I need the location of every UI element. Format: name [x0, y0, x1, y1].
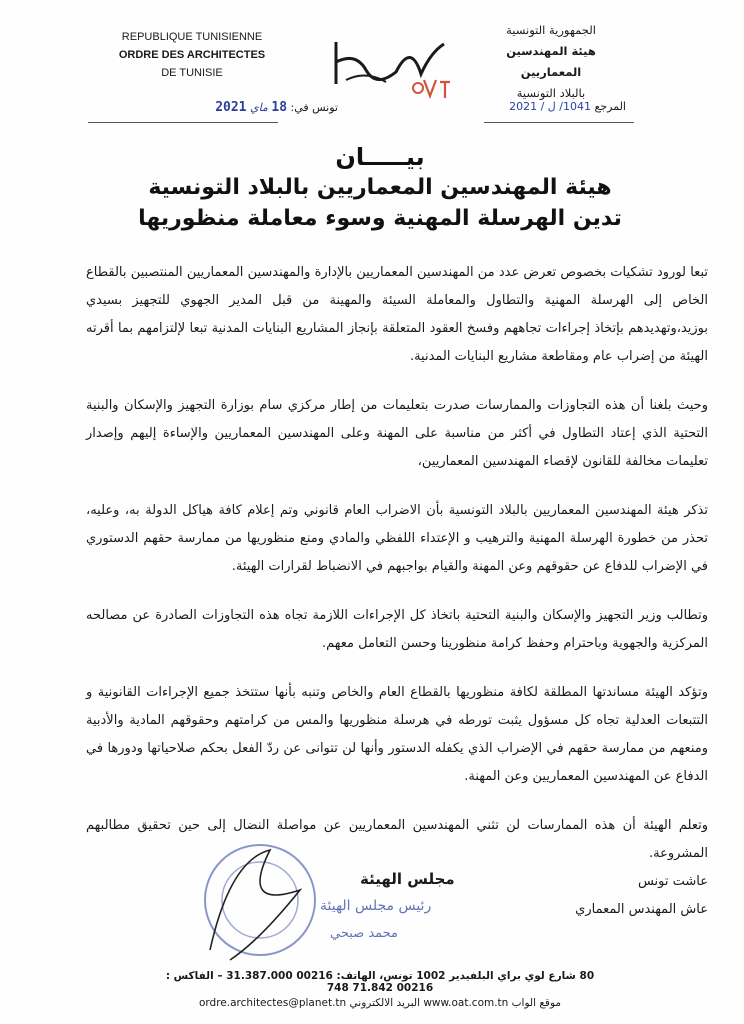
body-paragraph-3: تذكر هيئة المهندسين المعماريين بالبلاد التونسية بأن الاضراب العام قانوني وتم إعلام كافة هياكل الدولة به، وعليه، تحذر من خطورة الهرسلة المهنية والترهيب و الإعتداء اللفظي والمادي ومنع منظوريها من ممارسة حقهم الدستوري في الإضراب للدفاع عن حقوقهم وعن المهنة والقيام بواجبهم في الانضباط لقرارات الهيئة. [86, 503, 708, 574]
header-left-block [92, 28, 292, 82]
body-paragraph-5: وتؤكد الهيئة مساندتها المطلقة لكافة منظوريها بالقطاع العام والخاص وتنبه بأنها ستتخذ جميع الإجراءات القانونية و التتبعات العدلية تجاه كل مسؤول يثبت تورطه في هرسلة منظوريها والمس من كرامتهم وحقوقهم المادية والأدبية ومنعهم من ممارسة حقهم في الإضراب الذي يكفله الدستور وأنها لن تتوانى عن ردّ الفعل بحكم صلاحياتها ودورها في الدفاع عن المهندسين المعماريين وعن المهنة. [86, 685, 708, 784]
header-right-line-2: هيئة المهندسين المعماريين [506, 44, 596, 79]
statement-subheading: هيئة المهندسين المعماريين بالبلاد التونسية [148, 175, 612, 200]
header-right-line-1: الجمهورية التونسية [506, 23, 596, 37]
body-paragraph-4: وتطالب وزير التجهيز والإسكان والبنية التحتية باتخاذ كل الإجراءات اللازمة تجاه هذه التجاوزات الصادرة عن مصالحه المركزية والجهوية وباحترام وحفظ كرامة منظورينا وحسن التعامل معهم. [86, 608, 708, 651]
statement-heading: بيـــــان [335, 143, 425, 171]
council-label: مجلس الهيئة [360, 870, 455, 888]
header-right-block [476, 20, 626, 104]
body-paragraph-6: وتعلم الهيئة أن هذه الممارسات لن تثني المهندسين المعماريين عن مواصلة النضال إلى حين تحقيق مطالبهم المشروعة. [86, 818, 708, 861]
header-left-line-2: ORDRE DES ARCHITECTES [118, 49, 266, 61]
reference-label: المرجع [594, 100, 626, 113]
body-paragraph-2: وحيث بلغنا أن هذه التجاوزات والممارسات صدرت بتعليمات من إطار مركزي سام بوزارة التجهيز والإسكان والبنية التحتية الذي إعتاد التطاول في أكثر من مناسبة على المهنة وعلى المهندسين المعماريين والإساءة إليهم وإصدار تعليمات مخالفة للقانون لإقصاء المهندسين المعماريين، [86, 398, 708, 469]
closing-line-2: عاش المهندس المعماري [575, 902, 708, 917]
president-name: محمد صبحي [330, 926, 399, 941]
statement-subject: تدين الهرسلة المهنية وسوء معاملة منظوريها [138, 206, 622, 231]
date-line [88, 100, 338, 115]
footer-address: 80 شارع لوي براي البلفيدير 1002 تونس، الهاتف: 00216 31.387.000 – الفاكس : 00216 71.842 748 [165, 970, 595, 994]
header-left-line-1: REPUBLIQUE TUNISIENNE [121, 31, 263, 43]
date-day: 18 [271, 100, 288, 115]
date-year: 2021 [215, 100, 247, 115]
oat-logo [326, 22, 456, 102]
header-right-line-3: بالبلاد التونسية [516, 86, 586, 100]
date-month: ماي [250, 101, 268, 114]
header-left-line-3: DE TUNISIE [161, 67, 223, 79]
footer-contacts: موقع الواب www.oat.com.tn البريد الالكتروني ordre.architectes@planet.tn [198, 997, 562, 1009]
statement-body [86, 259, 708, 924]
date-rule [88, 122, 278, 123]
date-prefix: تونس في: [290, 101, 338, 114]
reference-line [466, 100, 626, 113]
president-title: رئيس مجلس الهيئة [320, 898, 432, 914]
body-paragraph-1: تبعا لورود تشكيات بخصوص تعرض عدد من المهندسين المعماريين بالإدارة والمهندسين المعماريين المنتصبين بالقطاع الخاص إلى الهرسلة المهنية والتطاول والمعاملة السيئة والمهينة من قبل المدير الجهوي للتجهيز بسيدي بوزيد،وتهديدهم بإتخاذ إجراءات تجاههم وفسخ العقود المتعلقة بإنجاز المشاريع البنايات المدنية تبعا لإلتزامهم بما أقرته الهيئة من إضراب عام ومقاطعة مشاريع البنايات المدنية. [86, 265, 708, 364]
reference-rule [484, 122, 634, 123]
closing-line-1: عاشت تونس [637, 874, 708, 889]
reference-value: 1041/ ل / 2021 [509, 100, 591, 113]
